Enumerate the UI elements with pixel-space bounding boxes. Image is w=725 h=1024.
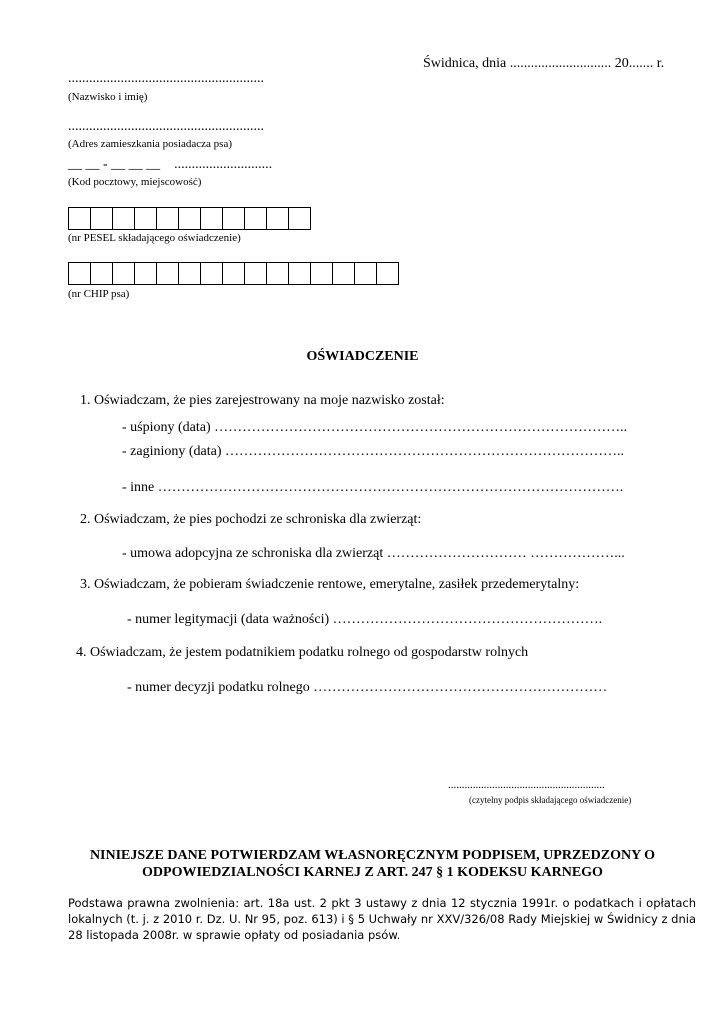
pesel-digit-box[interactable] xyxy=(245,208,267,229)
item-4-text: 4. Oświadczam, że jestem podatnikiem podatku rolnego od gospodarstw rolnych xyxy=(76,645,529,660)
address-caption: (Adres zamieszkania posiadacza psa) xyxy=(68,138,233,150)
pesel-digit-box[interactable] xyxy=(157,208,179,229)
pesel-digit-box[interactable] xyxy=(113,208,135,229)
name-caption: (Nazwisko i imię) xyxy=(68,91,148,103)
name-line[interactable]: ........................................................ xyxy=(68,71,264,86)
signature-line[interactable]: ......................................................... xyxy=(448,779,605,791)
item-3-sub-1[interactable]: - numer legitymacji (data ważności) …………………………………………………. xyxy=(127,612,603,627)
chip-digit-box[interactable] xyxy=(157,263,179,284)
chip-caption: (nr CHIP psa) xyxy=(68,288,130,300)
chip-digit-box[interactable] xyxy=(201,263,223,284)
item-4-sub-1[interactable]: - numer decyzji podatku rolnego ……………………………………………………… xyxy=(127,680,608,695)
chip-digit-box[interactable] xyxy=(377,263,399,284)
item-2-text: 2. Oświadczam, że pies pochodzi ze schroniska dla zwierząt: xyxy=(80,512,422,527)
item-1-sub-1[interactable]: - uśpiony (data) …………………………………………………………………………….. xyxy=(122,420,628,435)
chip-boxes[interactable] xyxy=(68,262,399,285)
pesel-digit-box[interactable] xyxy=(289,208,311,229)
pesel-digit-box[interactable] xyxy=(201,208,223,229)
chip-digit-box[interactable] xyxy=(355,263,377,284)
chip-digit-box[interactable] xyxy=(179,263,201,284)
item-3-text: 3. Oświadczam, że pobieram świadczenie rentowe, emerytalne, zasiłek przedemerytalny: xyxy=(80,577,580,592)
item-1-sub-3[interactable]: - inne ………………………………………………………………………………………. xyxy=(122,480,624,495)
pesel-digit-box[interactable] xyxy=(91,208,113,229)
pesel-boxes[interactable] xyxy=(68,207,311,230)
page-title: OŚWIADCZENIE xyxy=(306,349,419,364)
pesel-digit-box[interactable] xyxy=(69,208,91,229)
chip-digit-box[interactable] xyxy=(113,263,135,284)
chip-digit-box[interactable] xyxy=(135,263,157,284)
pesel-digit-box[interactable] xyxy=(179,208,201,229)
signature-caption: (czytelny podpis składającego oświadczenie) xyxy=(469,795,632,805)
chip-digit-box[interactable] xyxy=(267,263,289,284)
pesel-digit-box[interactable] xyxy=(223,208,245,229)
pesel-digit-box[interactable] xyxy=(267,208,289,229)
postal-line[interactable]: __ __ - __ __ __ ............................ xyxy=(68,157,273,172)
place-date-field[interactable]: Świdnica, dnia ............................. 20....... r. xyxy=(423,56,665,71)
chip-digit-box[interactable] xyxy=(69,263,91,284)
item-1-text: 1. Oświadczam, że pies zarejestrowany na moje nazwisko został: xyxy=(80,393,445,408)
confirmation-text xyxy=(60,847,685,881)
item-1-sub-2[interactable]: - zaginiony (data) ………………………………………………………………………….. xyxy=(122,444,625,459)
item-2-sub-1[interactable]: - umowa adopcyjna ze schroniska dla zwierząt ………………………… ………………... xyxy=(122,546,625,561)
postal-caption: (Kod pocztowy, miejscowość) xyxy=(68,176,202,188)
pesel-digit-box[interactable] xyxy=(135,208,157,229)
address-line[interactable]: ........................................................ xyxy=(68,119,264,134)
confirmation-line-1: NINIEJSZE DANE POTWIERDZAM WŁASNORĘCZNYM PODPISEM, UPRZEDZONY O xyxy=(89,848,656,863)
chip-digit-box[interactable] xyxy=(91,263,113,284)
pesel-caption: (nr PESEL składającego oświadczenie) xyxy=(68,232,241,244)
chip-digit-box[interactable] xyxy=(311,263,333,284)
chip-digit-box[interactable] xyxy=(245,263,267,284)
chip-digit-box[interactable] xyxy=(333,263,355,284)
confirmation-line-2: ODPOWIEDZIALNOŚCI KARNEJ Z ART. 247 § 1 KODEKSU KARNEGO xyxy=(142,865,603,880)
chip-digit-box[interactable] xyxy=(289,263,311,284)
chip-digit-box[interactable] xyxy=(223,263,245,284)
legal-basis: Podstawa prawna zwolnienia: art. 18a ust. 2 pkt 3 ustawy z dnia 12 stycznia 1991r. o podatkach i opłatach lokalnych (t. j. z 2010 r. Dz. U. Nr 95, poz. 613) i § 5 Uchwały nr XXV/326/08 Rady Miejskiej w Świdnicy z dnia 28 listopada 2008r. w sprawie opłaty od posiadania psów. xyxy=(68,896,696,942)
